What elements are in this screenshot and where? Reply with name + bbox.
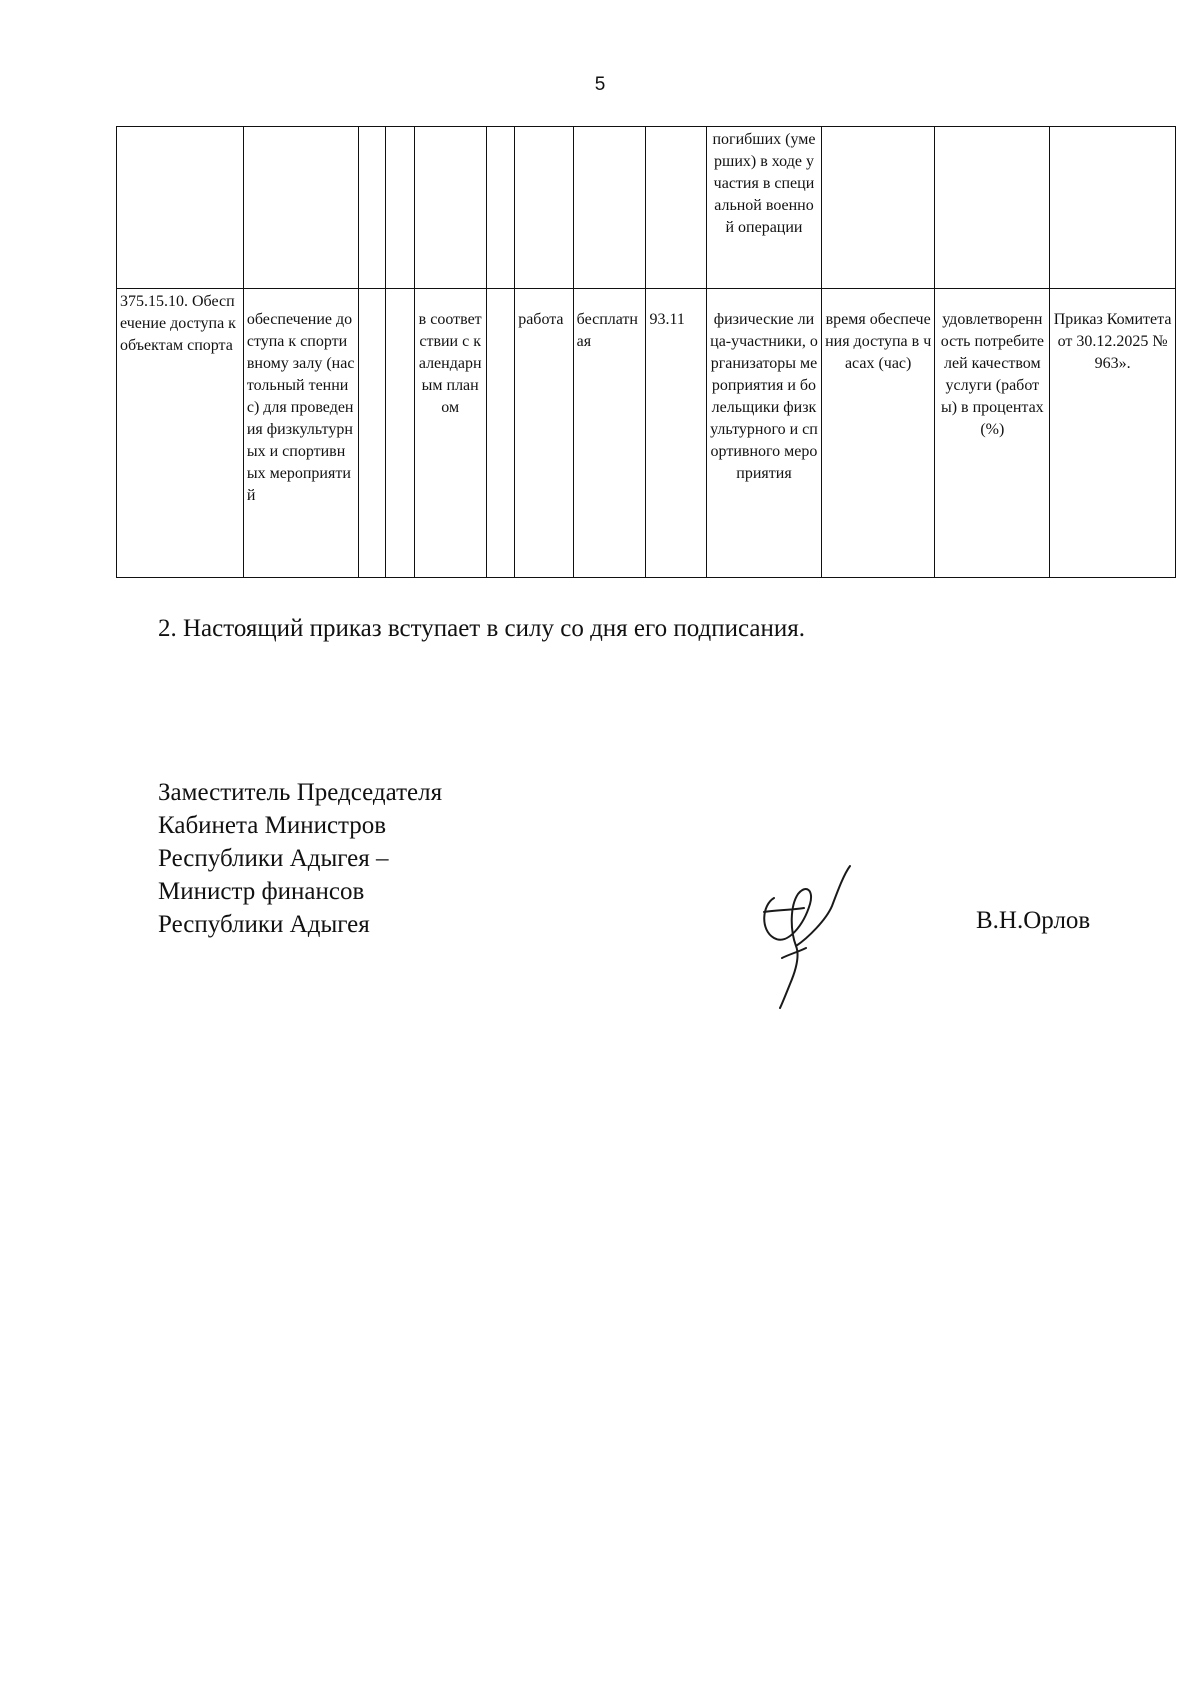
table-cell — [358, 127, 386, 289]
volume-indicator-cell — [821, 289, 935, 578]
recipients-cell: погибших (умерших) в ходе участия в специальной военной операции — [707, 127, 822, 289]
content-cell — [243, 289, 358, 578]
basis-text: Приказ Комитета от 30.12.2025 № 963». — [1053, 311, 1172, 372]
okved-cell — [646, 289, 707, 578]
quality-indicator-cell — [935, 289, 1050, 578]
table-cell — [935, 127, 1050, 289]
table-cell — [515, 127, 573, 289]
table-row — [117, 289, 1176, 578]
code-name-cell: 375.15.10. Обеспечение доступа к объектам спорта — [117, 289, 244, 578]
table-cell — [573, 127, 646, 289]
table-cell — [386, 289, 415, 578]
table-row — [117, 127, 1176, 289]
recipients-text: физические лица-участники, организаторы мероприятия и болельщики физкультурного и спортивного мероприятия — [710, 311, 818, 482]
payment-text: бесплатная — [576, 311, 638, 350]
signatory-title-line: Министр финансов — [158, 878, 365, 905]
handwritten-signature-icon — [752, 860, 862, 1010]
signatory-name: В.Н.Орлов — [976, 907, 1091, 934]
signatory-title-line: Кабинета Министров — [158, 812, 387, 839]
table-cell — [1050, 127, 1176, 289]
signatory-title — [158, 776, 442, 941]
okved-text: 93.11 — [649, 311, 685, 328]
table-cell — [414, 127, 486, 289]
table-cell — [486, 289, 515, 578]
clause-2: 2. Настоящий приказ вступает в силу со дня его подписания. — [158, 615, 806, 642]
quality-indicator-text: удовлетворенность потребителей качеством услуги (работы) в процентах (%) — [940, 311, 1044, 438]
volume-indicator-text: время обеспечения доступа в часах (час) — [825, 311, 932, 372]
table-cell — [243, 127, 358, 289]
page-number: 5 — [594, 74, 606, 95]
table-cell — [117, 127, 244, 289]
type-text: работа — [518, 311, 564, 328]
condition-cell — [414, 289, 486, 578]
basis-cell — [1050, 289, 1176, 578]
services-table — [116, 126, 1176, 578]
payment-cell — [573, 289, 646, 578]
table-cell — [386, 127, 415, 289]
condition-text: в соответствии с календарным планом — [418, 311, 482, 416]
table-cell — [358, 289, 386, 578]
table-cell — [486, 127, 515, 289]
recipients-cell — [707, 289, 822, 578]
content-text: обеспечение доступа к спортивному залу (настольный теннис) для проведения физкультурных и спортивных мероприятий — [246, 311, 355, 504]
type-cell — [515, 289, 573, 578]
signatory-title-line: Республики Адыгея — [158, 911, 370, 938]
table-cell — [646, 127, 707, 289]
table-cell — [821, 127, 935, 289]
signatory-title-line: Заместитель Председателя — [158, 779, 443, 806]
signatory-title-line: Республики Адыгея – — [158, 845, 389, 872]
